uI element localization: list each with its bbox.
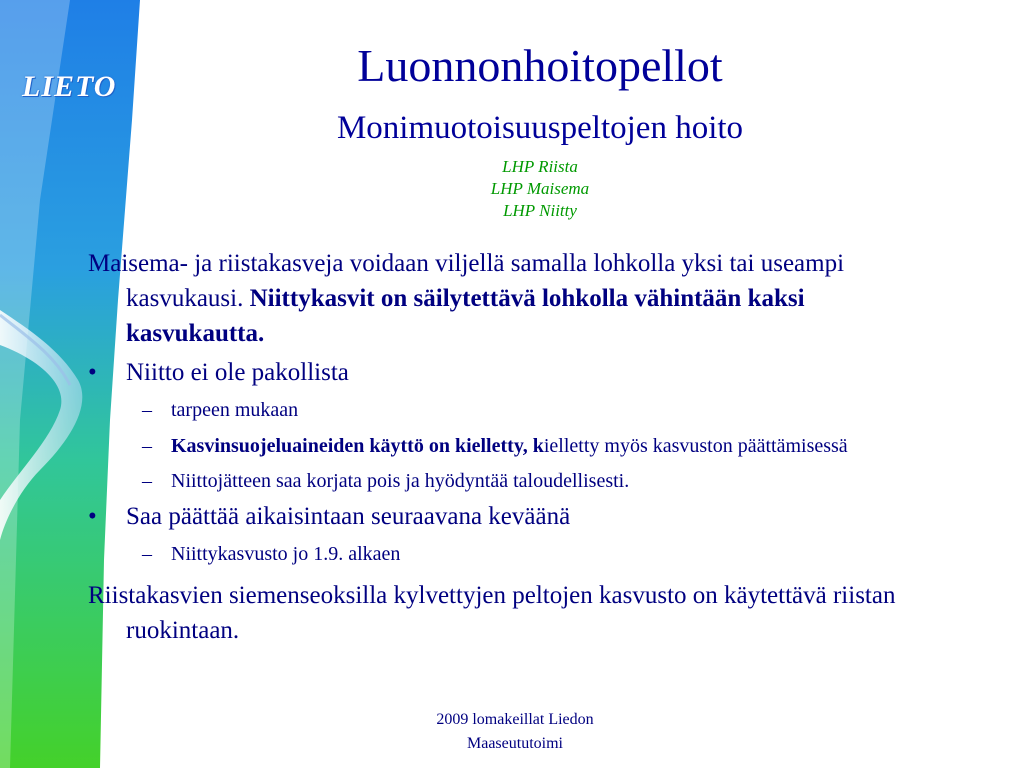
program-item: LHP Maisema <box>490 179 590 198</box>
program-item: LHP Riista <box>502 157 578 176</box>
program-list <box>340 156 740 222</box>
dash-marker: – <box>142 543 152 565</box>
sub-bullet-text: Niittojätteen saa korjata pois ja hyödyntää taloudellisesti. <box>171 470 630 492</box>
sub-bullet-item <box>88 431 928 461</box>
bullet-text: Saa päättää aikaisintaan seuraavana keväänä <box>126 503 571 530</box>
intro-emphasis: Niittykasvit on säilytettävä lohkolla vähintään kaksi kasvukautta. <box>126 285 805 347</box>
sub-bullet-item <box>88 541 928 568</box>
intro-paragraph <box>88 246 928 351</box>
slide-title: Luonnonhoitopellot <box>357 40 723 91</box>
sub-bullet-item <box>88 468 928 495</box>
bullet-item <box>88 355 928 390</box>
program-item: LHP Niitty <box>503 201 577 220</box>
bullet-marker: • <box>88 503 97 530</box>
slide-body <box>88 246 928 648</box>
dash-marker: – <box>142 470 152 492</box>
footer-line: 2009 lomakeillat Liedon <box>436 711 594 728</box>
sub-bullet-item <box>88 397 928 424</box>
intro-text: Maisema- ja riistakasveja voidaan viljellä samalla lohkolla yksi tai useampi kasvukausi. <box>88 250 845 312</box>
lieto-logo: LIETO <box>22 70 117 103</box>
dash-marker: – <box>142 399 152 421</box>
closing-paragraph: Riistakasvien siemenseoksilla kylvettyjen peltojen kasvusto on käytettävä riistan ruokintaan. <box>88 582 896 644</box>
bullet-item <box>88 499 928 534</box>
bullet-text: Niitto ei ole pakollista <box>126 359 349 386</box>
slide-footer <box>380 708 650 756</box>
footer-line: Maaseututoimi <box>467 735 563 752</box>
dash-marker: – <box>142 435 152 457</box>
sub-bullet-text: tarpeen mukaan <box>171 399 299 421</box>
sub-bullet-emphasis: Kasvinsuojeluaineiden käyttö on kielletty, k <box>171 435 544 457</box>
bullet-marker: • <box>88 359 97 386</box>
slide-subtitle: Monimuotoisuuspeltojen hoito <box>336 110 744 146</box>
sub-bullet-text: Niittykasvusto jo 1.9. alkaen <box>171 543 401 565</box>
sub-bullet-text: ielletty myös kasvuston päättämisessä <box>543 435 848 457</box>
